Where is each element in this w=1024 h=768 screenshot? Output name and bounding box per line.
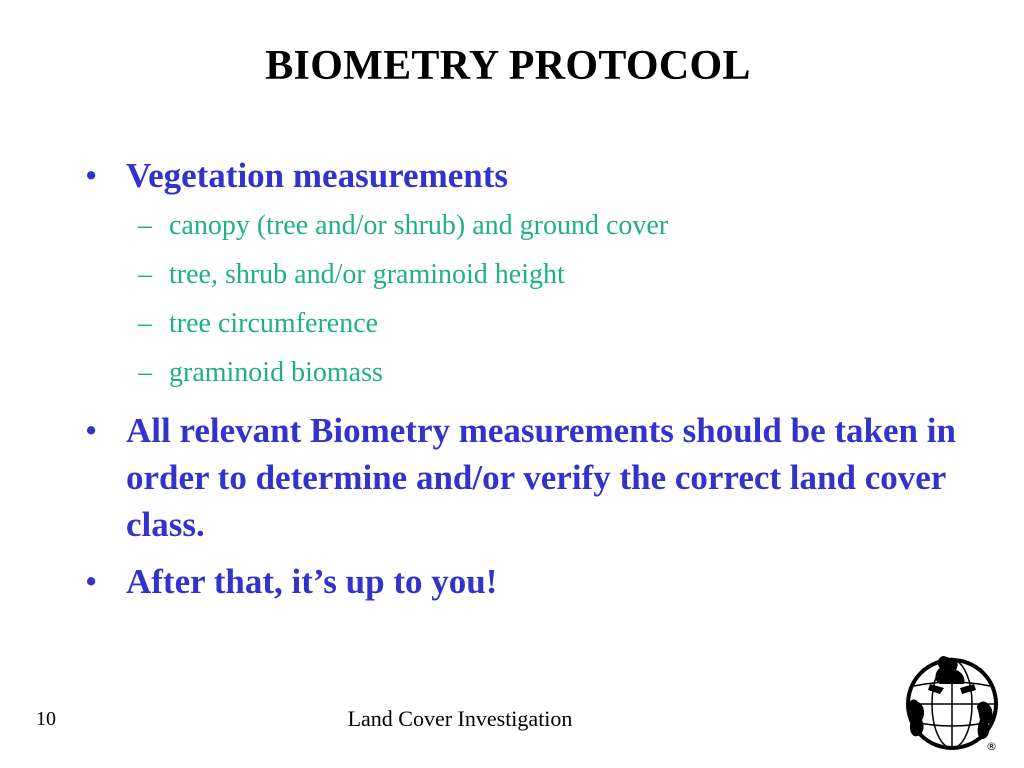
sub-bullet-text: graminoid biomass (169, 357, 383, 388)
bullet-item (85, 407, 965, 548)
bullet-text: After that, it’s up to you! (126, 562, 498, 601)
bullet-item (85, 558, 965, 605)
sub-bullet-marker: – (138, 308, 152, 339)
sub-bullet-item (85, 299, 965, 348)
bullet-item (85, 152, 965, 199)
sub-bullet-marker: – (138, 210, 152, 241)
footer-text: Land Cover Investigation (347, 706, 573, 731)
sub-bullet-text: tree, shrub and/or graminoid height (169, 259, 565, 290)
bullet-marker: • (85, 562, 98, 601)
sub-bullet-text: canopy (tree and/or shrub) and ground cover (169, 210, 669, 241)
sub-bullet-marker: – (138, 259, 152, 290)
bullet-text: Vegetation measurements (126, 156, 509, 195)
bullet-marker: • (85, 411, 98, 450)
sub-bullet-item (85, 250, 965, 299)
logo-registered-mark: ® (986, 740, 997, 753)
sub-bullet-marker: – (138, 357, 152, 388)
sub-bullet-item (85, 348, 965, 397)
slide-title: BIOMETRY PROTOCOL (265, 43, 751, 89)
page-number: 10 (36, 708, 56, 730)
bullet-marker: • (85, 156, 98, 195)
bullet-text: All relevant Biometry measurements should be taken in order to determine and/or verify the correct land cover class. (126, 411, 956, 544)
sub-bullet-item (85, 201, 965, 250)
sub-bullet-text: tree circumference (169, 308, 379, 339)
bullet-list (85, 152, 965, 605)
